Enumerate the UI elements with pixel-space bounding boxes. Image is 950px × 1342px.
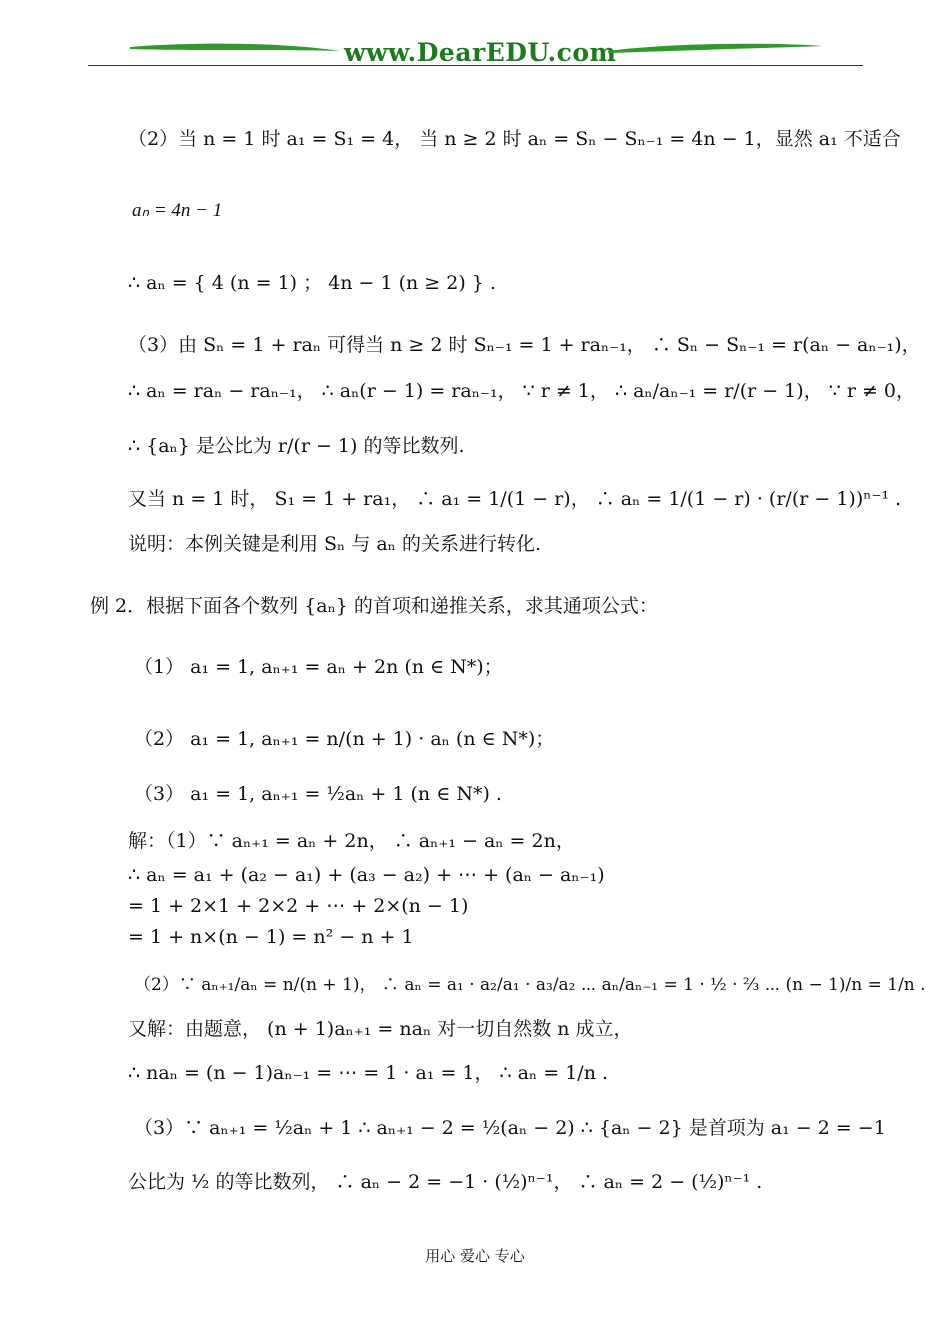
example-2-heading: 例 2．根据下面各个数列 {aₙ} 的首项和递推关系，求其通项公式：: [90, 595, 658, 617]
text-line-4: （3）由 Sₙ = 1 + raₙ 可得当 n ≥ 2 时 Sₙ₋₁ = 1 + raₙ₋₁， ∴ Sₙ − Sₙ₋₁ = r(aₙ − aₙ₋₁)，: [128, 334, 921, 356]
solution-1-line-1: 解：（1）∵ aₙ₊₁ = aₙ + 2n， ∴ aₙ₊₁ − aₙ = 2n，: [128, 830, 575, 852]
solution-1-line-4: = 1 + n×(n − 1) = n² − n + 1: [128, 926, 414, 948]
problem-1: （1） a₁ = 1, aₙ₊₁ = aₙ + 2n (n ∈ N*)；: [134, 656, 503, 678]
piecewise-formula: ∴ aₙ = { 4 (n = 1) ； 4n − 1 (n ≥ 2) } .: [128, 272, 496, 294]
text-line-8: 说明：本例关键是利用 Sₙ 与 aₙ 的关系进行转化.: [128, 533, 541, 555]
page-header: [88, 30, 863, 70]
solution-3-line-2: 公比为 ½ 的等比数列， ∴ aₙ − 2 = −1 · (½)ⁿ⁻¹， ∴ aₙ = 2 − (½)ⁿ⁻¹ .: [128, 1171, 763, 1193]
problem-2: （2） a₁ = 1, aₙ₊₁ = n/(n + 1) · aₙ (n ∈ N*)；: [134, 728, 555, 750]
solution-2-alt-line-1: 又解：由题意， (n + 1)aₙ₊₁ = naₙ 对一切自然数 n 成立，: [128, 1018, 633, 1040]
text-line-6: ∴ {aₙ} 是公比为 r/(r − 1) 的等比数列.: [128, 435, 465, 457]
right-leaf-decoration-icon: [608, 42, 823, 54]
problem-3: （3） a₁ = 1, aₙ₊₁ = ½aₙ + 1 (n ∈ N*) .: [134, 783, 502, 805]
text-line-7: 又当 n = 1 时， S₁ = 1 + ra₁， ∴ a₁ = 1/(1 − r)， ∴ aₙ = 1/(1 − r) · (r/(r − 1))ⁿ⁻¹ .: [128, 488, 902, 510]
solution-2-alt-line-2: ∴ naₙ = (n − 1)aₙ₋₁ = ⋯ = 1 · a₁ = 1， ∴ aₙ = 1/n .: [128, 1062, 609, 1084]
text-line-1: （2）当 n = 1 时 a₁ = S₁ = 4， 当 n ≥ 2 时 aₙ = Sₙ − Sₙ₋₁ = 4n − 1，显然 a₁ 不适合: [128, 128, 901, 150]
solution-2-line-1: （2）∵ aₙ₊₁/aₙ = n/(n + 1)， ∴ aₙ = a₁ · a₂/a₁ · a₃/a₂ ⋯ aₙ/aₙ₋₁ = 1 · ½ · ⅔ ⋯ (n − 1)/n = 1/n .: [134, 975, 926, 995]
page-footer: 用心 爱心 专心: [425, 1247, 525, 1265]
solution-1-line-2: ∴ aₙ = a₁ + (a₂ − a₁) + (a₃ − a₂) + ⋯ + (aₙ − aₙ₋₁): [128, 864, 605, 886]
text-line-5: ∴ aₙ = raₙ − raₙ₋₁， ∴ aₙ(r − 1) = raₙ₋₁， ∵ r ≠ 1， ∴ aₙ/aₙ₋₁ = r/(r − 1)， ∵ r ≠ 0，: [128, 380, 916, 402]
header-rule: [88, 65, 863, 66]
solution-1-line-3: = 1 + 2×1 + 2×2 + ⋯ + 2×(n − 1): [128, 895, 469, 917]
solution-3-line-1: （3）∵ aₙ₊₁ = ½aₙ + 1 ∴ aₙ₊₁ − 2 = ½(aₙ − 2) ∴ {aₙ − 2} 是首项为 a₁ − 2 = −1: [134, 1117, 886, 1139]
text-line-2: aₙ = 4n − 1: [132, 200, 223, 221]
left-leaf-decoration-icon: [130, 42, 340, 54]
site-logo[interactable]: www.DearEDU.com: [344, 38, 617, 67]
